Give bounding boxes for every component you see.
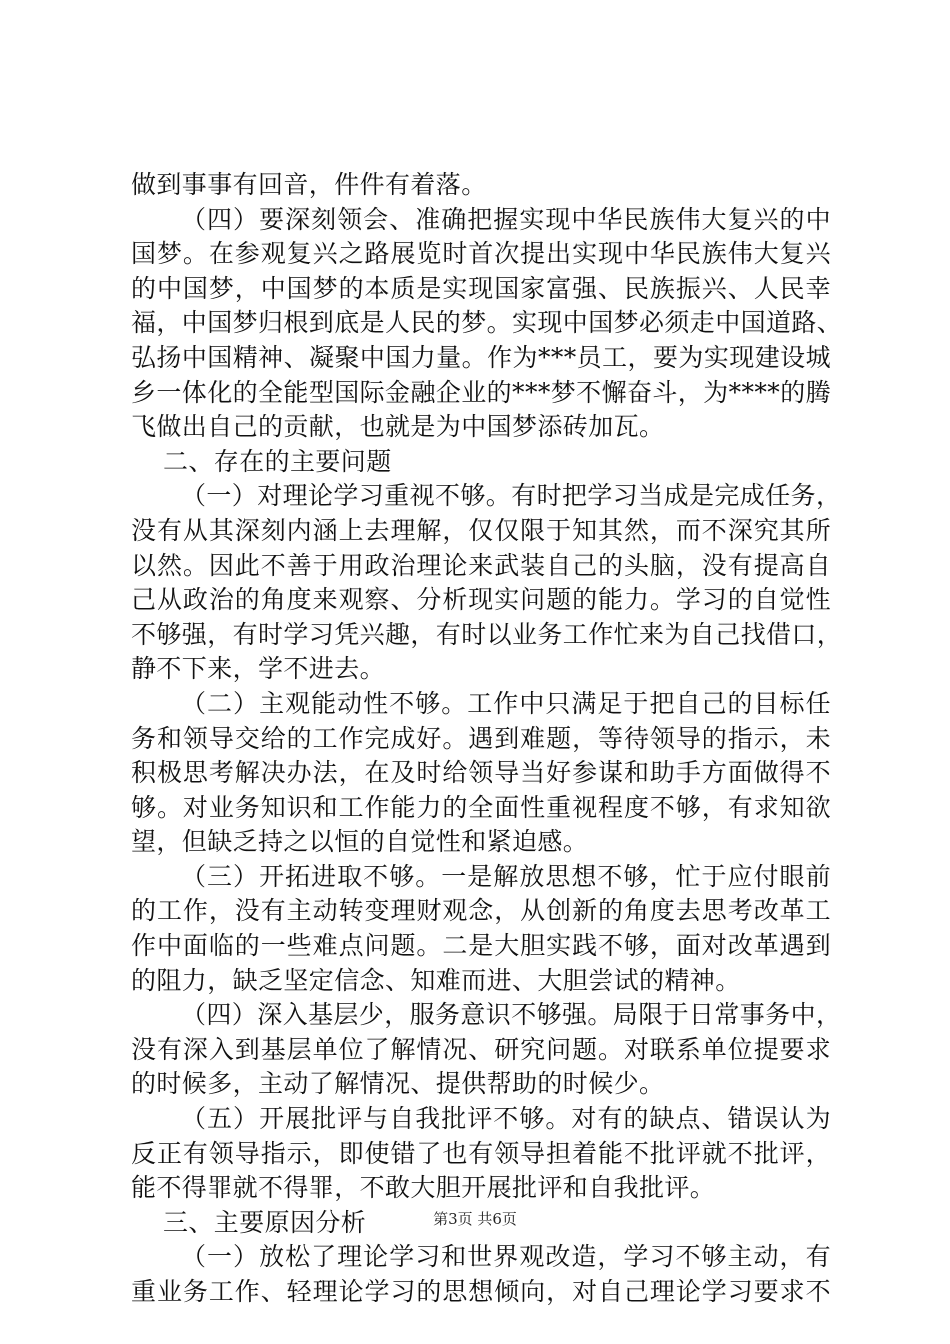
text-line: 以然。因此不善于用政治理论来武装自己的头脑，没有提高自	[131, 550, 831, 580]
text-line: 没有深入到基层单位了解情况、研究问题。对联系单位提要求	[131, 1034, 831, 1064]
text-line: 弘扬中国精神、凝聚中国力量。作为***员工，要为实现建设城	[131, 342, 831, 372]
text-line: （一）对理论学习重视不够。有时把学习当成是完成任务，	[181, 481, 842, 511]
text-line: 没有从其深刻内涵上去理解，仅仅限于知其然，而不深究其所	[131, 515, 831, 545]
text-line: 能不得罪就不得罪，不敢大胆开展批评和自我批评。	[131, 1173, 716, 1203]
text-line: 乡一体化的全能型国际金融企业的***梦不懈奋斗，为****的腾	[131, 377, 831, 407]
text-line: 三、主要原因分析	[163, 1207, 367, 1237]
document-body	[131, 168, 843, 1310]
text-line: 静不下来，学不进去。	[131, 654, 386, 684]
text-line: 作中面临的一些难点问题。二是大胆实践不够，面对改革遇到	[131, 931, 831, 961]
text-line: （一）放松了理论学习和世界观改造，学习不够主动，有	[181, 1242, 831, 1272]
text-line: 的中国梦，中国梦的本质是实现国家富强、民族振兴、人民幸	[131, 273, 831, 303]
text-line: 的时候多，主动了解情况、提供帮助的时候少。	[131, 1069, 665, 1099]
text-line: 重业务工作、轻理论学习的思想倾向，对自己理论学习要求不	[131, 1277, 831, 1306]
text-line: （二）主观能动性不够。工作中只满足于把自己的目标任	[181, 688, 831, 718]
text-line: 积极思考解决办法，在及时给领导当好参谋和助手方面做得不	[131, 758, 831, 788]
text-line: 飞做出自己的贡献，也就是为中国梦添砖加瓦。	[131, 412, 665, 442]
text-line: （三）开拓进取不够。一是解放思想不够，忙于应付眼前	[181, 861, 831, 891]
text-line: （四）要深刻领会、准确把握实现中华民族伟大复兴的中	[181, 204, 831, 234]
text-line: 够。对业务知识和工作能力的全面性重视程度不够，有求知欲	[131, 792, 831, 822]
text-line: 反正有领导指示，即使错了也有领导担着能不批评就不批评，	[131, 1138, 831, 1168]
text-line: （四）深入基层少，服务意识不够强。局限于日常事务中，	[181, 1000, 842, 1030]
text-line: 做到事事有回音，件件有着落。	[131, 170, 487, 199]
text-line: 望，但缺乏持之以恒的自觉性和紧迫感。	[131, 827, 589, 857]
text-line: 二、存在的主要问题	[163, 446, 392, 476]
text-line: 福，中国梦归根到底是人民的梦。实现中国梦必须走中国道路、	[131, 308, 843, 338]
text-line: 国梦。在参观复兴之路展览时首次提出实现中华民族伟大复兴	[131, 239, 831, 269]
page-footer: 第3页 共6页	[433, 1210, 517, 1228]
text-line: （五）开展批评与自我批评不够。对有的缺点、错误认为	[181, 1104, 831, 1134]
text-line: 的阻力，缺乏坚定信念、知难而进、大胆尝试的精神。	[131, 965, 741, 995]
text-line: 的工作，没有主动转变理财观念，从创新的角度去思考改革工	[131, 896, 831, 926]
text-line: 务和领导交给的工作完成好。遇到难题，等待领导的指示，未	[131, 723, 831, 753]
text-line: 己从政治的角度来观察、分析现实问题的能力。学习的自觉性	[131, 585, 831, 615]
text-line: 不够强，有时学习凭兴趣，有时以业务工作忙来为自己找借口，	[131, 619, 843, 649]
